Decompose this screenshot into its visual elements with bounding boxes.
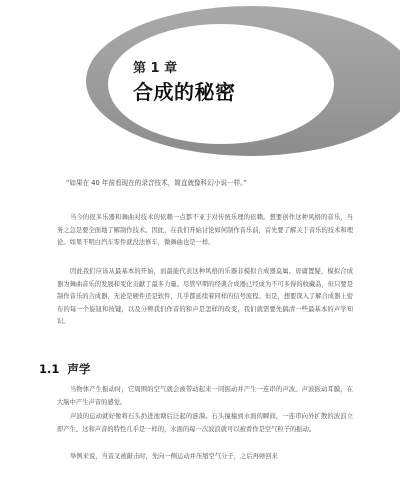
intro-paragraph: 当今的很多乐器和舞曲对技术的依赖一点都不亚于对传统乐理的依赖。想要创作这种风格的音乐，当务之急是要全面地了解制作技术。因此，在我们开始讨论如何制作音乐前，首先要了解关于音乐的技术和理论。如果不明白汽车零件就没法修车，微舞曲也是一样。: [57, 214, 353, 247]
section-paragraph: 声波的运动就好像将石头扔进池塘后泛起的涟漪。石头撞撞到水面的瞬间，一连串向外扩散的波浪立即产生。这和声音的特性几乎是一样的，水面的每一次波浪就可以被看作是空气粒子的振动。: [57, 413, 353, 433]
chapter-title: 合成的秘密: [133, 80, 236, 104]
section-paragraph: 当物体产生振动时，它周围的空气就会被带动起来一同振动并产生一连串的声波。声波振动耳膜，在大脑中产生声音的感觉。: [57, 386, 353, 406]
epigraph-quote: “如果在 40 年前看现在的录音技术，简直就像科幻小说一样。”: [66, 179, 247, 187]
section-paragraph: 举例来说，当音叉被敲击时，先向一侧运动并压缩空气分子，之后再弹回来: [70, 453, 278, 460]
section-heading: [39, 361, 90, 377]
section-title: 声学: [67, 362, 91, 376]
intro-paragraph: 因此我们应该从最基本的开始，而最能代表这种风格的乐器非模拟合成器莫属。毋庸置疑，模拟合成器为舞曲音乐的发展和变化贡献了最多力量。尽管早期的经典合成器已经成为不可多得的收藏品，但只要是制作音乐的合成器，无论是硬件还是软件，几乎都延续着同样的信号流程。但是，想要深入了解合成器上密布的每一个旋钮和按键，以及分辨我们作音的和声是怎样的改变，我们就需要先搞清一些最基本的声学知识。: [57, 268, 353, 326]
section-number: 1.1: [39, 362, 60, 376]
chapter-label: 第 1 章: [133, 61, 178, 76]
chapter-header: [0, 0, 400, 140]
